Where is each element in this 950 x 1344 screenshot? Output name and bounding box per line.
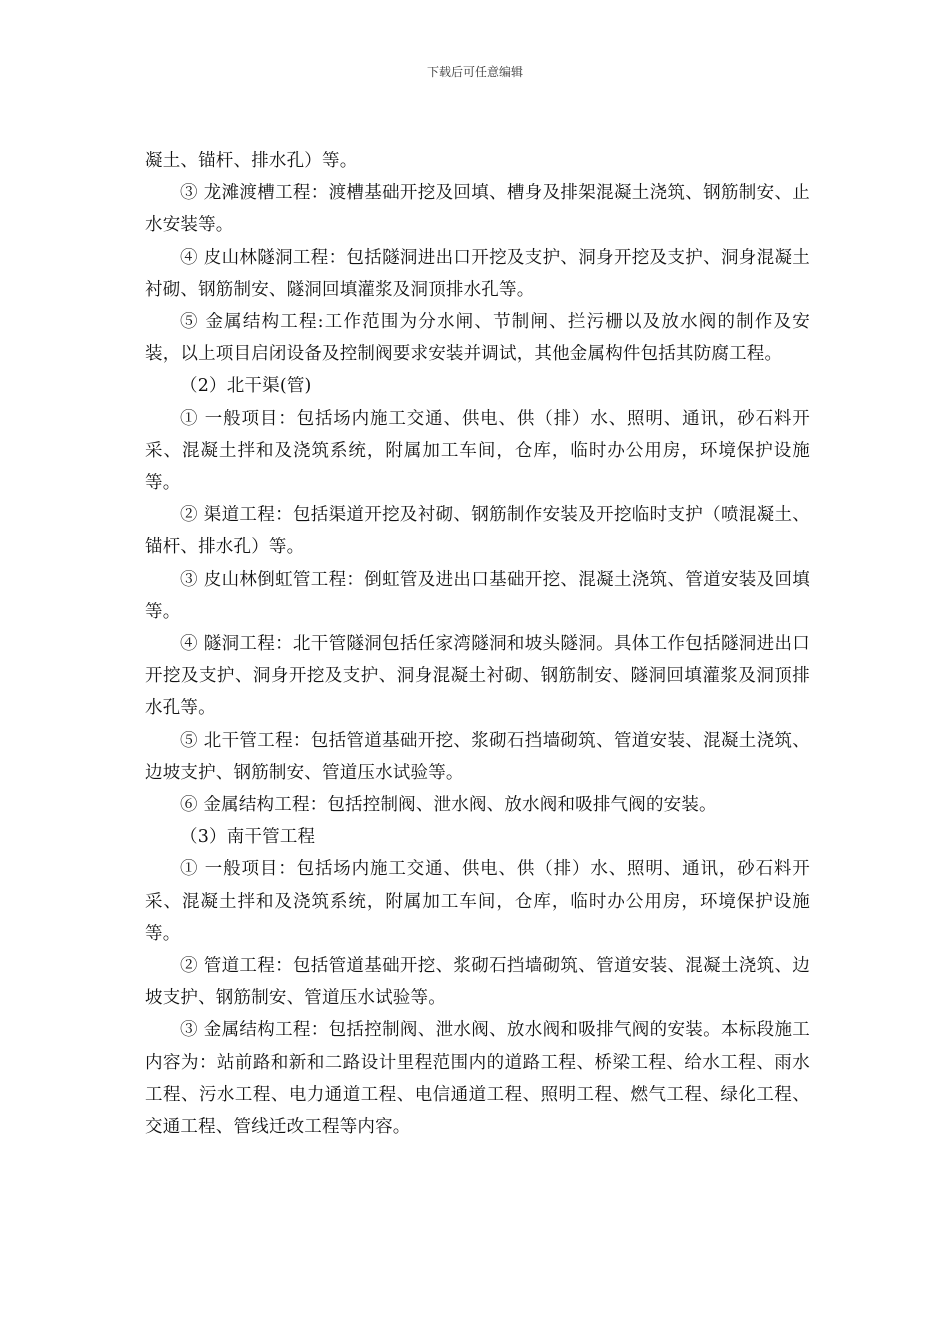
section-heading-south-pipe: （3）南干管工程 — [180, 827, 316, 848]
paragraph-pipeline-works: ② 管道工程：包括管道基础开挖、浆砌石挡墙砌筑、管道安装、混凝土浇筑、边坡支护、钢筋制安、管道压水试验等。 — [145, 956, 810, 1009]
paragraph-longtan-aqueduct: ③ 龙滩渡槽工程：渡槽基础开挖及回填、槽身及排架混凝土浇筑、钢筋制安、止水安装等。 — [145, 183, 810, 236]
page-header-note: 下载后可任意编辑 — [426, 65, 523, 79]
paragraph-north-main-pipe: ⑤ 北干管工程：包括管道基础开挖、浆砌石挡墙砌筑、管道安装、混凝土浇筑、边坡支护、钢筋制安、管道压水试验等。 — [145, 730, 810, 783]
paragraph-tunnel-works: ④ 隧洞工程：北干管隧洞包括任家湾隧洞和坡头隧洞。具体工作包括隧洞进出口开挖及支护、洞身开挖及支护、洞身混凝土衬砌、钢筋制安、隧洞回填灌浆及洞顶排水孔等。 — [145, 634, 810, 719]
document-body — [145, 145, 810, 1143]
paragraph-inverted-siphon: ③ 皮山林倒虹管工程：倒虹管及进出口基础开挖、混凝土浇筑、管道安装及回填等。 — [145, 569, 810, 622]
paragraph-pishanlin-tunnel: ④ 皮山林隧洞工程：包括隧洞进出口开挖及支护、洞身开挖及支护、洞身混凝土衬砌、钢筋制安、隧洞回填灌浆及洞顶排水孔等。 — [145, 247, 810, 300]
paragraph-metal-structure-3: ③ 金属结构工程：包括控制阀、泄水阀、放水阀和吸排气阀的安装。本标段施工内容为：站前路和新和二路设计里程范围内的道路工程、桥梁工程、给水工程、雨水工程、污水工程、电力通道工程、电信通道工程、照明工程、燃气工程、绿化工程、交通工程、管线迁改工程等内容。 — [145, 1020, 810, 1138]
paragraph-general-items-south: ① 一般项目：包括场内施工交通、供电、供（排）水、照明、通讯，砂石料开采、混凝土拌和及浇筑系统，附属加工车间，仓库，临时办公用房，环境保护设施等。 — [145, 859, 810, 944]
paragraph-general-items-north: ① 一般项目：包括场内施工交通、供电、供（排）水、照明、通讯，砂石料开采、混凝土拌和及浇筑系统，附属加工车间，仓库，临时办公用房，环境保护设施等。 — [145, 408, 810, 494]
paragraph-metal-structure-2: ⑥ 金属结构工程：包括控制阀、泄水阀、放水阀和吸排气阀的安装。 — [180, 795, 717, 816]
paragraph-metal-structure-1: ⑤ 金属结构工程:工作范围为分水闸、节制闸、拦污栅以及放水阀的制作及安装，以上项目启闭设备及控制阀要求安装并调试，其他金属构件包括其防腐工程。 — [145, 312, 810, 365]
paragraph-canal-works: ② 渠道工程：包括渠道开挖及衬砌、钢筋制作安装及开挖临时支护（喷混凝土、锚杆、排水孔）等。 — [145, 505, 810, 558]
paragraph-continuation: 凝土、锚杆、排水孔）等。 — [145, 151, 358, 171]
section-heading-north-canal: （2）北干渠(管) — [180, 376, 312, 397]
